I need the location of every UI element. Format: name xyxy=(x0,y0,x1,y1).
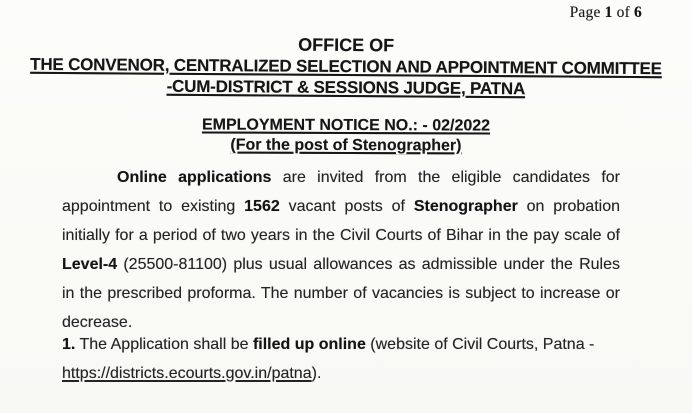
text-segment: Page xyxy=(569,4,605,21)
website-url-text: https://districts.ecourts.gov.in/patna xyxy=(62,365,312,382)
text-segment: of xyxy=(612,4,635,21)
text-segment: (25500-81100) plus usual allowances as admissible under the Rules in the prescribed proforma. The number of vacancies is subject to increase or decrease. xyxy=(62,256,620,331)
text-segment: The Application shall be xyxy=(75,336,253,353)
intro-paragraph xyxy=(62,163,620,337)
text-segment: vacant posts of xyxy=(279,198,414,215)
text-segment: on probation initially for a period of two years in the Civil Courts of Bihar in the pay scale of xyxy=(62,198,621,244)
text-segment: 1. xyxy=(62,336,76,353)
text-segment: are invited from the eligible candidates for appointment to existing xyxy=(62,169,621,215)
item-1-paragraph xyxy=(62,330,638,388)
notice-post-subtitle: (For the post of Stenographer) xyxy=(230,136,462,154)
text-segment: filled up online xyxy=(252,336,366,353)
text-segment: ). xyxy=(311,365,322,382)
text-segment: Stenographer xyxy=(413,198,518,215)
judge-patna-heading: -CUM-DISTRICT & SESSIONS JUDGE, PATNA xyxy=(166,76,526,99)
employment-notice-number: EMPLOYMENT NOTICE NO.: - 02/2022 xyxy=(201,116,491,135)
text-segment: (website of Civil Courts, Patna - xyxy=(365,336,595,353)
text-segment: Online applications xyxy=(117,169,272,186)
office-of-heading: OFFICE OF xyxy=(298,34,395,56)
page-number-indicator xyxy=(570,4,642,22)
office-header xyxy=(0,32,692,101)
text-segment: 1562 xyxy=(244,198,280,215)
text-segment: 6 xyxy=(634,4,642,21)
text-segment: Level-4 xyxy=(62,256,118,273)
text-segment: 1 xyxy=(604,4,613,21)
notice-title xyxy=(0,115,692,156)
committee-heading: THE CONVENOR, CENTRALIZED SELECTION AND APPOINTMENT COMMITTEE xyxy=(30,54,662,79)
